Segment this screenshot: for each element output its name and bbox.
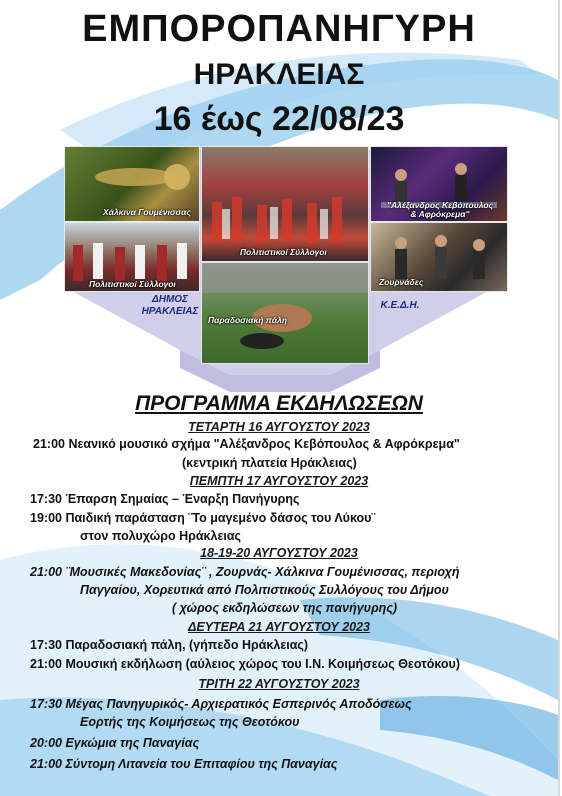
dancers-icon xyxy=(202,147,368,261)
program-line: 21:00 Νεανικό μουσικό σχήμα "Αλέξανδρος Κεβόπουλος & Αφρόκρεμα" xyxy=(33,437,460,451)
program-line: 19:00 Παιδική παράσταση ¨Το μαγεμένο δάσος του Λύκου¨ xyxy=(30,511,376,525)
kedh-label: Κ.Ε.Δ.Η. xyxy=(380,300,420,311)
photo-caption: Πολιτιστικοί Σύλλογοι xyxy=(89,279,176,289)
photo-caption: Παραδοσιακή πάλη xyxy=(208,315,288,325)
photo-zournades xyxy=(370,222,508,292)
program-line: 21:00 Σύντομη Λιτανεία του Επιταφίου της Παναγίας xyxy=(30,757,338,771)
photo-caption: Πολιτιστικοί Σύλλογοι xyxy=(240,247,327,257)
photo-caption: Ζουρνάδες xyxy=(379,277,424,287)
program-line: 21:00 ¨Μουσικές Μακεδονίας¨ , Ζουρνάς- Χάλκινα Γουμένισσας, περιοχή xyxy=(30,565,460,579)
photo-wrestling xyxy=(201,262,369,364)
program-line: 21:00 Μουσική εκδήλωση (αύλειος χώρος του Ι.Ν. Κοιμήσεως Θεοτόκου) xyxy=(30,657,460,671)
poster-title: ΕΜΠΟΡΟΠΑΝΗΓΥΡΗ xyxy=(82,8,476,50)
program-line: ( χώρος εκδηλώσεων της πανήγυρης) xyxy=(172,601,398,615)
program-line: Παγγαίου, Χορευτικά από Πολιτιστικούς Συλλόγους του Δήμου xyxy=(80,583,449,597)
wrestling-icon xyxy=(202,263,368,363)
poster-dates: 16 έως 22/08/23 xyxy=(153,100,405,138)
program-heading: ΠΡΟΓΡΑΜΜΑ ΕΚΔΗΛΩΣΕΩΝ xyxy=(135,392,423,415)
program-line: 17:30 Μέγας Πανηγυρικός- Αρχιερατικός Εσπερινός Αποδόσεως xyxy=(30,697,412,711)
program-line: 17:30 Έπαρση Σημαίας – Έναρξη Πανήγυρης xyxy=(30,492,300,506)
program-line: 20:00 Εγκώμια της Παναγίας xyxy=(30,736,200,750)
photo-dancers-center xyxy=(201,146,369,262)
program-line: στον πολυχώρο Ηράκλειας xyxy=(80,529,242,543)
program-line: Εορτής της Κοιμήσεως της Θεοτόκου xyxy=(80,715,300,729)
day-title: ΠΕΜΠΤΗ 17 ΑΥΓΟΥΣΤΟΥ 2023 xyxy=(189,474,369,488)
photo-trumpet xyxy=(64,146,200,222)
program-line: (κεντρική πλατεία Ηράκλειας) xyxy=(182,456,357,470)
day-title: 18-19-20 ΑΥΓΟΥΣΤΟΥ 2023 xyxy=(200,546,358,560)
poster-subtitle: ΗΡΑΚΛΕΙΑΣ xyxy=(193,58,365,91)
day-title: ΤΕΤΑΡΤΗ 16 ΑΥΓΟΥΣΤΟΥ 2023 xyxy=(188,420,370,434)
photo-caption: Χάλκινα Γουμένισσας xyxy=(103,207,191,217)
municipality-label: ΔΗΜΟΣ ΗΡΑΚΛΕΙΑΣ xyxy=(141,294,199,317)
day-title: ΤΡΙΤΗ 22 ΑΥΓΟΥΣΤΟΥ 2023 xyxy=(198,677,360,691)
day-title: ΔΕΥΤΕΡΑ 21 ΑΥΓΟΥΣΤΟΥ 2023 xyxy=(187,620,371,634)
photo-band xyxy=(370,146,508,222)
photo-dancers-left xyxy=(64,222,200,292)
photo-caption: "Αλέξανδρος Κεβόπουλος & Αφρόκρεμα" xyxy=(386,200,494,219)
program-line: 17:30 Παραδοσιακή πάλη, (γήπεδο Ηράκλειας) xyxy=(30,638,309,652)
